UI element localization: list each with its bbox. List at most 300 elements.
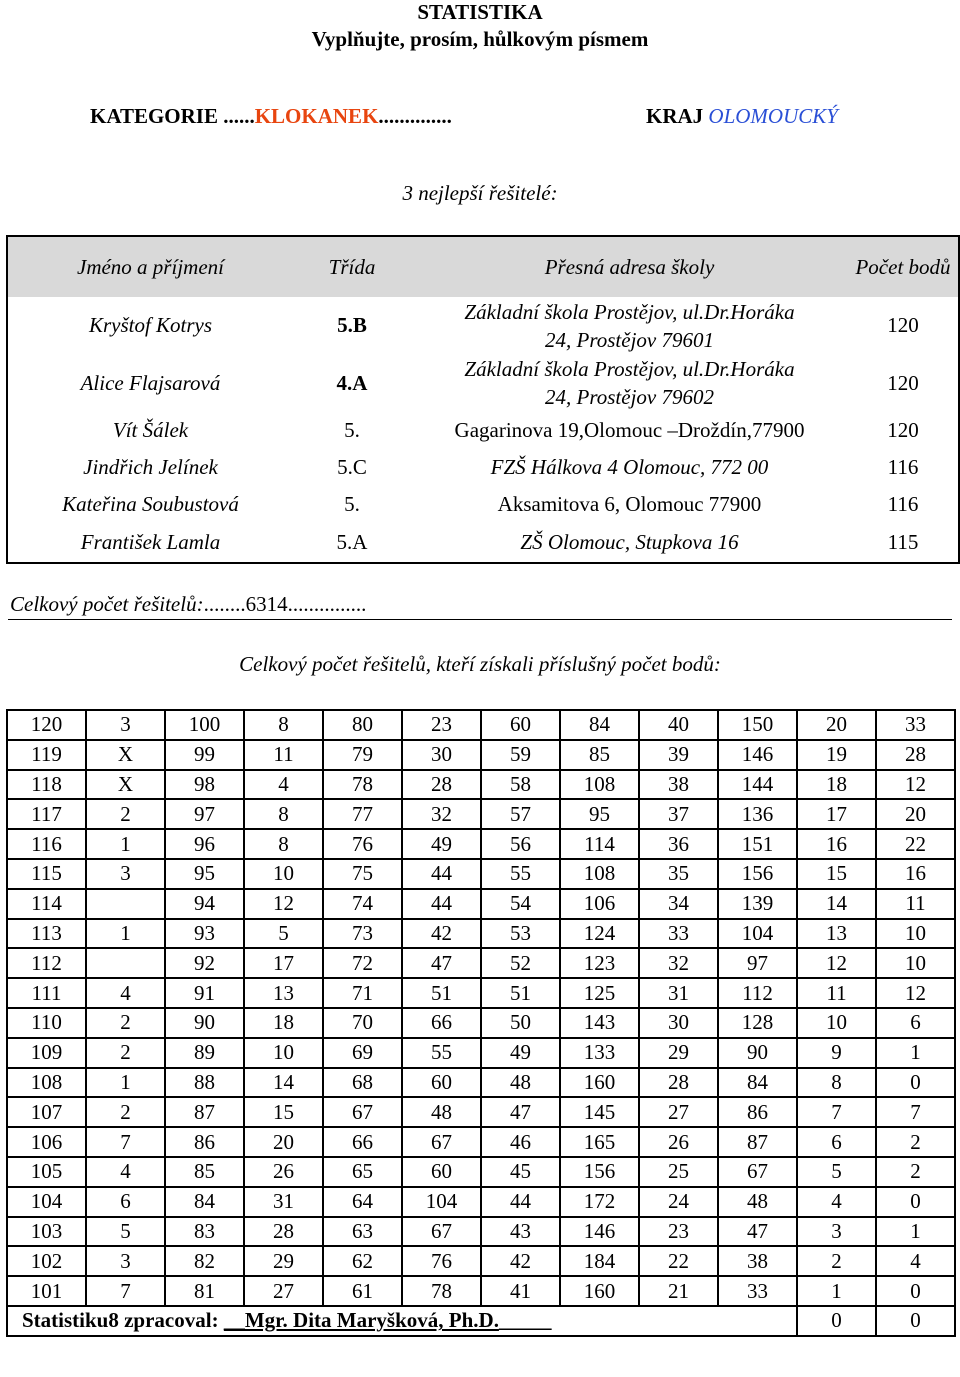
table-cell: 111: [7, 978, 86, 1008]
table-cell: 128: [718, 1008, 797, 1038]
table-cell: 92: [165, 948, 244, 978]
table-cell: 60: [481, 710, 560, 740]
table-cell: 5: [797, 1157, 876, 1187]
address-line-2: 24, Prostějov 79602: [545, 385, 714, 409]
table-cell: 146: [718, 740, 797, 770]
table-cell: 4: [244, 770, 323, 800]
table-cell: 58: [481, 770, 560, 800]
table-cell: 103: [7, 1217, 86, 1247]
table-cell: 2: [86, 799, 165, 829]
solver-class: 5.: [344, 418, 360, 442]
table-cell: 48: [402, 1097, 481, 1127]
table-cell: 0: [876, 1187, 955, 1217]
table-row: [7, 859, 955, 889]
table-cell: 133: [560, 1038, 639, 1068]
table-cell: 107: [7, 1097, 86, 1127]
table-cell: 26: [639, 1127, 718, 1157]
table-cell: 3: [86, 859, 165, 889]
total-solvers: [10, 592, 366, 617]
table-cell: 26: [244, 1157, 323, 1187]
table-cell: 2: [876, 1157, 955, 1187]
table-cell: 108: [560, 770, 639, 800]
category-value: KLOKANEK: [254, 104, 379, 128]
table-cell: 97: [718, 948, 797, 978]
table-cell: 39: [639, 740, 718, 770]
table-cell: 125: [560, 978, 639, 1008]
table-cell: 2: [86, 1097, 165, 1127]
table-cell: 87: [718, 1127, 797, 1157]
address-line-1: Základní škola Prostějov, ul.Dr.Horáka: [464, 357, 795, 381]
table-cell: 67: [718, 1157, 797, 1187]
table-cell: 10: [876, 919, 955, 949]
table-cell: 96: [165, 829, 244, 859]
table-cell: 18: [797, 770, 876, 800]
table-cell: 0: [876, 1276, 955, 1306]
table-cell: 38: [718, 1246, 797, 1276]
table-cell: 90: [165, 1008, 244, 1038]
table-cell: 22: [876, 829, 955, 859]
table-cell: 30: [402, 740, 481, 770]
table-cell: 51: [481, 978, 560, 1008]
table-cell: 14: [244, 1068, 323, 1098]
table-cell: 7: [797, 1097, 876, 1127]
region-label: KRAJ: [646, 104, 704, 128]
table-cell: 83: [165, 1217, 244, 1247]
solver-points: 120: [848, 354, 959, 412]
table-cell: 8: [797, 1068, 876, 1098]
table-row: [7, 1097, 955, 1127]
table-cell: 11: [797, 978, 876, 1008]
table-cell: 5: [244, 919, 323, 949]
table-cell: 59: [481, 740, 560, 770]
table-cell: 60: [402, 1157, 481, 1187]
table-cell: 66: [402, 1008, 481, 1038]
table-row: [7, 799, 955, 829]
table-cell: 28: [639, 1068, 718, 1098]
points-distribution-table: [6, 709, 956, 1337]
table-cell: [86, 948, 165, 978]
table-cell: 29: [639, 1038, 718, 1068]
table-cell: 64: [323, 1187, 402, 1217]
table-cell: 8: [244, 829, 323, 859]
table-cell: 44: [481, 1187, 560, 1217]
table-cell: 14: [797, 889, 876, 919]
top-solvers-table: [6, 235, 960, 564]
table-cell: 17: [244, 948, 323, 978]
table-cell: 106: [560, 889, 639, 919]
solver-address: FZŠ Hálkova 4 Olomouc, 772 00: [490, 455, 769, 479]
table-cell: 114: [560, 829, 639, 859]
footer-trail: _____: [498, 1308, 552, 1333]
top-table-header: [7, 236, 959, 297]
header-points: Počet bodů: [848, 236, 959, 297]
table-cell: 12: [876, 770, 955, 800]
top-solvers-heading: 3 nejlepší řešitelé:: [402, 181, 558, 205]
table-cell: 78: [323, 770, 402, 800]
table-cell: 12: [797, 948, 876, 978]
table-cell: 66: [323, 1127, 402, 1157]
table-cell: 2: [876, 1127, 955, 1157]
table-cell: 44: [402, 859, 481, 889]
table-cell: 46: [481, 1127, 560, 1157]
table-cell: 11: [244, 740, 323, 770]
table-cell: 89: [165, 1038, 244, 1068]
table-cell: 3: [86, 710, 165, 740]
table-cell: 48: [718, 1187, 797, 1217]
table-cell: 124: [560, 919, 639, 949]
table-cell: 6: [86, 1187, 165, 1217]
table-cell: 33: [718, 1276, 797, 1306]
table-cell: 106: [7, 1127, 86, 1157]
solver-address: [411, 297, 848, 354]
table-cell: 91: [165, 978, 244, 1008]
table-cell: 81: [165, 1276, 244, 1306]
solver-class: 4.A: [336, 370, 368, 395]
table-cell: 118: [7, 770, 86, 800]
solver-class: 5.B: [337, 313, 367, 337]
table-cell: 151: [718, 829, 797, 859]
solver-name: Jindřich Jelínek: [7, 449, 293, 486]
table-row: [7, 889, 955, 919]
table-cell: X: [86, 770, 165, 800]
total-value: ........6314...............: [203, 592, 367, 616]
table-cell: 38: [639, 770, 718, 800]
table-cell: 160: [560, 1068, 639, 1098]
table-cell: 108: [7, 1068, 86, 1098]
solver-points: 120: [848, 297, 959, 354]
table-cell: 85: [560, 740, 639, 770]
table-cell: 172: [560, 1187, 639, 1217]
table-cell: 115: [7, 859, 86, 889]
footer-name: __Mgr. Dita Maryšková, Ph.D.: [223, 1308, 499, 1333]
table-cell: 97: [165, 799, 244, 829]
table-cell: 33: [876, 710, 955, 740]
table-cell: 94: [165, 889, 244, 919]
table-cell: 77: [323, 799, 402, 829]
table-cell: 2: [86, 1038, 165, 1068]
table-cell: 82: [165, 1246, 244, 1276]
table-cell: 13: [244, 978, 323, 1008]
table-cell: 4: [86, 978, 165, 1008]
table-cell: 8: [244, 710, 323, 740]
table-cell: 84: [718, 1068, 797, 1098]
table-cell: 23: [402, 710, 481, 740]
table-row: [7, 1127, 955, 1157]
table-cell: X: [86, 740, 165, 770]
table-row: [7, 919, 955, 949]
region-line: [646, 104, 838, 129]
table-cell: 25: [639, 1157, 718, 1187]
table-cell: 13: [797, 919, 876, 949]
table-cell: 61: [323, 1276, 402, 1306]
table-cell: 12: [876, 978, 955, 1008]
table-row: [7, 829, 955, 859]
top-table-row: [7, 523, 959, 563]
table-cell: 136: [718, 799, 797, 829]
table-cell: 57: [481, 799, 560, 829]
table-cell: 88: [165, 1068, 244, 1098]
table-cell: 51: [402, 978, 481, 1008]
table-cell: 67: [323, 1097, 402, 1127]
table-cell: 86: [165, 1127, 244, 1157]
table-cell: 78: [402, 1276, 481, 1306]
table-cell: 16: [876, 859, 955, 889]
table-cell: 184: [560, 1246, 639, 1276]
table-cell: 28: [244, 1217, 323, 1247]
table-cell: 29: [244, 1246, 323, 1276]
table-cell: 114: [7, 889, 86, 919]
table-cell: 20: [244, 1127, 323, 1157]
table-cell: 99: [165, 740, 244, 770]
table-cell: 1: [86, 919, 165, 949]
total-label: Celkový počet řešitelů:: [10, 592, 204, 616]
top-table-row: [7, 354, 959, 412]
table-cell: 5: [86, 1217, 165, 1247]
table-cell: 30: [639, 1008, 718, 1038]
table-cell: 22: [639, 1246, 718, 1276]
table-row: [7, 740, 955, 770]
table-cell: 110: [7, 1008, 86, 1038]
table-cell: 123: [560, 948, 639, 978]
table-cell: 27: [244, 1276, 323, 1306]
table-cell: 1: [797, 1276, 876, 1306]
table-cell: 119: [7, 740, 86, 770]
table-cell: 36: [639, 829, 718, 859]
table-cell: 10: [244, 859, 323, 889]
table-cell: 11: [876, 889, 955, 919]
table-cell: 27: [639, 1097, 718, 1127]
table-cell: 31: [639, 978, 718, 1008]
table-cell: 80: [323, 710, 402, 740]
table-cell: 15: [797, 859, 876, 889]
table-cell: 95: [560, 799, 639, 829]
table-cell: 41: [481, 1276, 560, 1306]
table-cell: 139: [718, 889, 797, 919]
table-cell: 1: [876, 1217, 955, 1247]
region-value: OLOMOUCKÝ: [708, 104, 838, 128]
table-cell: 10: [876, 948, 955, 978]
table-cell: 21: [639, 1276, 718, 1306]
table-cell: 101: [7, 1276, 86, 1306]
table-cell: 15: [244, 1097, 323, 1127]
header-address: Přesná adresa školy: [411, 236, 848, 297]
table-cell: 144: [718, 770, 797, 800]
solver-name: Kateřina Soubustová: [7, 486, 293, 523]
table-cell: 0: [876, 1068, 955, 1098]
table-cell: 50: [481, 1008, 560, 1038]
table-row: [7, 770, 955, 800]
table-cell: 76: [323, 829, 402, 859]
table-cell: 143: [560, 1008, 639, 1038]
table-cell: 73: [323, 919, 402, 949]
table-cell: 156: [560, 1157, 639, 1187]
table-cell: 85: [165, 1157, 244, 1187]
top-table-row: [7, 297, 959, 354]
header-name: Jméno a příjmení: [7, 236, 293, 297]
table-cell: 79: [323, 740, 402, 770]
table-cell: 3: [797, 1217, 876, 1247]
table-cell: 32: [639, 948, 718, 978]
solver-name: Kryštof Kotrys: [7, 297, 293, 354]
total-underline: [8, 619, 952, 620]
table-cell: 95: [165, 859, 244, 889]
table-cell: 52: [481, 948, 560, 978]
table-row: [7, 978, 955, 1008]
table-cell: 70: [323, 1008, 402, 1038]
table-cell: 72: [323, 948, 402, 978]
table-cell: 108: [560, 859, 639, 889]
table-cell: 6: [876, 1008, 955, 1038]
table-cell: 3: [86, 1246, 165, 1276]
table-cell: 102: [7, 1246, 86, 1276]
table-cell: 104: [7, 1187, 86, 1217]
table-cell: 165: [560, 1127, 639, 1157]
category-line: [90, 104, 452, 129]
category-label: KATEGORIE ......: [90, 104, 255, 128]
table-cell: 49: [402, 829, 481, 859]
table-cell: 160: [560, 1276, 639, 1306]
table-cell: 40: [639, 710, 718, 740]
table-cell: 100: [165, 710, 244, 740]
table-cell: 84: [165, 1187, 244, 1217]
table-cell: 84: [560, 710, 639, 740]
table-row: [7, 1038, 955, 1068]
table-cell: 28: [402, 770, 481, 800]
top-table-row: [7, 486, 959, 523]
table-cell: 43: [481, 1217, 560, 1247]
table-cell: 31: [244, 1187, 323, 1217]
table-cell: 69: [323, 1038, 402, 1068]
table-cell: 90: [718, 1038, 797, 1068]
table-cell: 35: [639, 859, 718, 889]
table-cell: 67: [402, 1217, 481, 1247]
table-cell: 47: [481, 1097, 560, 1127]
table-cell: 1: [876, 1038, 955, 1068]
address-line-1: Základní škola Prostějov, ul.Dr.Horáka: [464, 299, 795, 324]
table-row: [7, 1187, 955, 1217]
table-cell: 48: [481, 1068, 560, 1098]
table-cell: 63: [323, 1217, 402, 1247]
table-cell: 87: [165, 1097, 244, 1127]
solver-name: Vít Šálek: [7, 412, 293, 449]
table-cell: 4: [797, 1187, 876, 1217]
table-cell: 20: [876, 799, 955, 829]
solver-points: 116: [848, 449, 959, 486]
solver-address: Aksamitova 6, Olomouc 77900: [497, 492, 762, 516]
table-cell: 75: [323, 859, 402, 889]
table-cell: 54: [481, 889, 560, 919]
distribution-heading: Celkový počet řešitelů, kteří získali příslušný počet bodů:: [239, 652, 721, 676]
table-cell: [86, 889, 165, 919]
table-cell: 45: [481, 1157, 560, 1187]
table-cell: 12: [244, 889, 323, 919]
table-cell: 2: [86, 1008, 165, 1038]
solver-address: Gagarinova 19,Olomouc –Droždín,77900: [454, 418, 805, 442]
solver-class: 5.: [344, 492, 360, 516]
table-cell: 105: [7, 1157, 86, 1187]
page-title: STATISTIKA: [417, 0, 543, 24]
footer-label: Statistiku8 zpracoval:: [22, 1308, 219, 1333]
table-cell: 117: [7, 799, 86, 829]
table-cell: 1: [86, 1068, 165, 1098]
table-row: [7, 1068, 955, 1098]
table-cell: 44: [402, 889, 481, 919]
solver-name: František Lamla: [7, 523, 293, 563]
table-cell: 146: [560, 1217, 639, 1247]
solver-points: 115: [848, 523, 959, 563]
table-cell: 18: [244, 1008, 323, 1038]
table-cell: 7: [86, 1276, 165, 1306]
table-cell: 86: [718, 1097, 797, 1127]
solver-address: [411, 354, 848, 412]
table-cell: 60: [402, 1068, 481, 1098]
table-cell: 62: [323, 1246, 402, 1276]
table-cell: 24: [639, 1187, 718, 1217]
table-cell: 10: [797, 1008, 876, 1038]
table-cell: 93: [165, 919, 244, 949]
table-cell: 47: [718, 1217, 797, 1247]
table-cell: 55: [481, 859, 560, 889]
table-cell: 74: [323, 889, 402, 919]
table-cell: 1: [86, 829, 165, 859]
table-cell: 33: [639, 919, 718, 949]
table-cell: 17: [797, 799, 876, 829]
solver-name: Alice Flajsarová: [7, 354, 293, 412]
table-cell: 112: [718, 978, 797, 1008]
table-cell: 71: [323, 978, 402, 1008]
table-cell: 7: [876, 1097, 955, 1127]
table-cell: 9: [797, 1038, 876, 1068]
table-cell: 49: [481, 1038, 560, 1068]
table-cell: 150: [718, 710, 797, 740]
table-cell: 47: [402, 948, 481, 978]
table-row: [7, 948, 955, 978]
table-cell: 23: [639, 1217, 718, 1247]
table-cell: 4: [876, 1246, 955, 1276]
table-cell: 42: [402, 919, 481, 949]
table-cell: 109: [7, 1038, 86, 1068]
table-cell: 20: [797, 710, 876, 740]
top-table-row: [7, 412, 959, 449]
solver-address: ZŠ Olomouc, Stupkova 16: [411, 523, 848, 563]
table-cell: 65: [323, 1157, 402, 1187]
page-subtitle: Vyplňujte, prosím, hůlkovým písmem: [311, 27, 649, 51]
table-cell: 32: [402, 799, 481, 829]
table-row: [7, 1157, 955, 1187]
table-cell: 2: [797, 1246, 876, 1276]
address-line-2: 24, Prostějov 79601: [545, 327, 714, 352]
table-cell: 19: [797, 740, 876, 770]
footer-score: 0: [797, 1306, 876, 1336]
table-cell: 113: [7, 919, 86, 949]
table-row: [7, 1008, 955, 1038]
table-cell: 7: [86, 1127, 165, 1157]
footer-processed-by: [7, 1306, 797, 1336]
table-cell: 4: [86, 1157, 165, 1187]
table-cell: 156: [718, 859, 797, 889]
table-cell: 55: [402, 1038, 481, 1068]
table-cell: 34: [639, 889, 718, 919]
table-cell: 42: [481, 1246, 560, 1276]
table-cell: 104: [402, 1187, 481, 1217]
solver-points: 120: [848, 412, 959, 449]
table-cell: 120: [7, 710, 86, 740]
header-class: Třída: [293, 236, 411, 297]
table-cell: 56: [481, 829, 560, 859]
footer-row: [7, 1306, 955, 1336]
table-cell: 112: [7, 948, 86, 978]
table-cell: 53: [481, 919, 560, 949]
